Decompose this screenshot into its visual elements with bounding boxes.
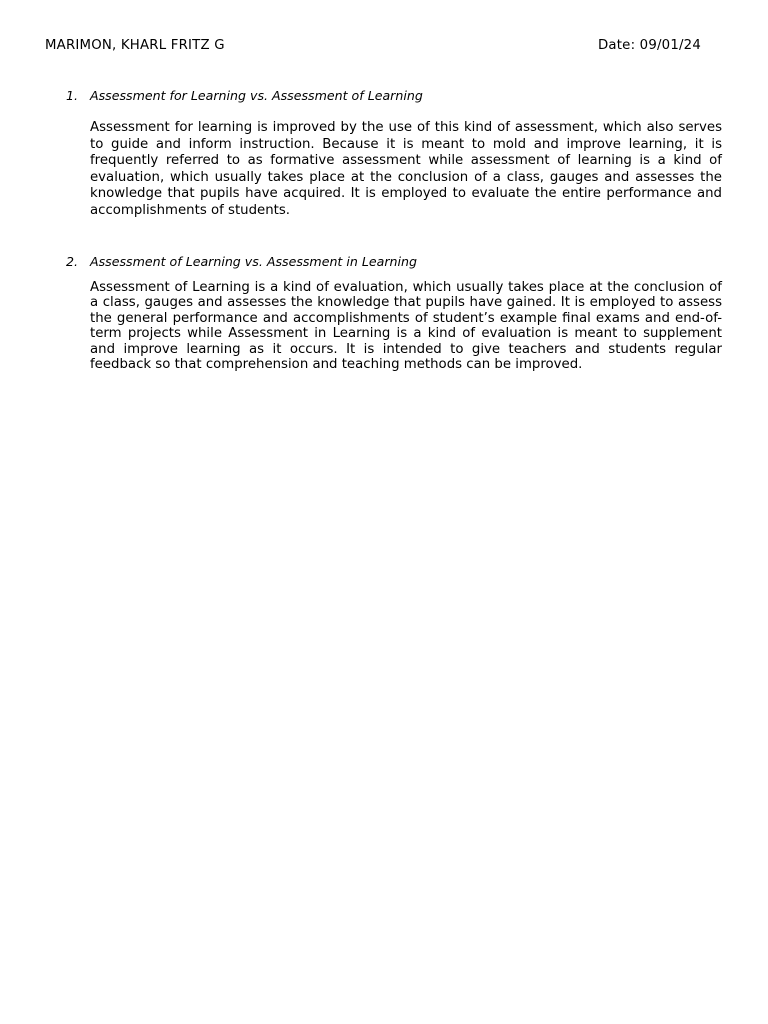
item-heading [66,254,722,272]
student-name: MARIMON, KHARL FRITZ G [45,38,225,53]
item-title: Assessment for Learning vs. Assessment of Learning [90,88,423,103]
list-item [66,254,722,372]
item-title: Assessment of Learning vs. Assessment in Learning [90,254,417,269]
item-heading [66,88,722,106]
item-number: 2. [66,254,79,269]
document-header [45,38,701,56]
item-paragraph: Assessment for learning is improved by the use of this kind of assessment, which also serves to guide and inform instruction. Because it is meant to mold and improve learning, it is frequently referred to as formative assessment while assessment of learning is a kind of evaluation, which usually takes place at the conclusion of a class, gauges and assesses the knowledge that pupils have acquired. It is employed to evaluate the entire performance and accomplishments of students. [90,120,722,218]
item-number: 1. [66,88,79,103]
list-item [66,88,722,220]
document-date: Date: 09/01/24 [597,38,701,53]
item-paragraph: Assessment of Learning is a kind of evaluation, which usually takes place at the conclusion of a class, gauges and assesses the knowledge that pupils have gained. It is employed to assess the general performance and accomplishments of student’s example final exams and end-of-term projects while Assessment in Learning is a kind of evaluation is meant to supplement and improve learning as it occurs. It is intended to give teachers and students regular feedback so that comprehension and teaching methods can be improved. [90,280,722,373]
